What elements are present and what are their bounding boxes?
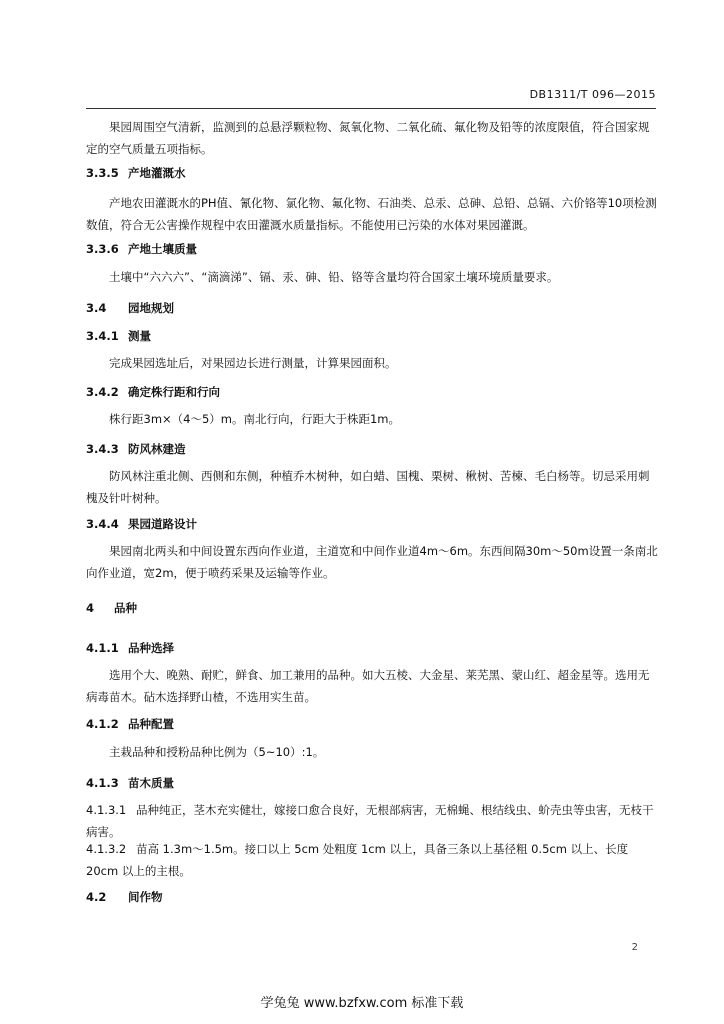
heading-4 xyxy=(86,597,658,619)
clause-number: 4.1.3.2 xyxy=(86,842,127,856)
heading-4-1-2 xyxy=(86,713,658,735)
heading-number: 4 xyxy=(86,601,95,615)
heading-title: 防风林建造 xyxy=(128,442,186,456)
heading-number: 3.4.2 xyxy=(86,385,119,399)
heading-title: 产地灌溉水 xyxy=(128,166,186,180)
heading-number: 3.4.1 xyxy=(86,329,119,343)
heading-title: 品种配置 xyxy=(128,717,174,731)
heading-number: 4.2 xyxy=(86,890,107,904)
heading-4-2 xyxy=(86,886,658,908)
clause-4-1-3-2 xyxy=(86,838,658,882)
paragraph-variety-selection: 选用个大、晚熟、耐贮，鲜食、加工兼用的品种。如大五棱、大金星、莱芜黑、蒙山红、超金星等。选用无病毒苗木。砧木选择野山楂，不选用实生苗。 xyxy=(86,668,650,704)
heading-title: 品种选择 xyxy=(128,641,174,655)
heading-title: 间作物 xyxy=(128,890,163,904)
heading-title: 果园道路设计 xyxy=(128,517,197,531)
heading-3-4-3 xyxy=(86,438,658,460)
clause-text: 品种纯正，茎木充实健壮，嫁接口愈合良好，无根部病害，无棉蝇、根结线虫、蚧壳虫等虫害，无枝干病害。 xyxy=(86,803,654,839)
heading-number: 3.4.4 xyxy=(86,517,119,531)
page-number: 2 xyxy=(631,942,638,953)
heading-number: 3.4 xyxy=(86,301,107,315)
heading-number: 4.1.2 xyxy=(86,717,119,731)
header-divider xyxy=(86,108,656,109)
heading-3-4 xyxy=(86,297,658,319)
paragraph-soil-quality: 土壤中“六六六”、“滴滴涕”、镉、汞、砷、铅、铬等含量均符合国家土壤环境质量要求。 xyxy=(109,270,559,284)
heading-title: 园地规划 xyxy=(128,301,174,315)
heading-title: 苗木质量 xyxy=(128,776,174,790)
heading-number: 4.1.3 xyxy=(86,776,119,790)
paragraph-air-quality: 果园周围空气清新，监测到的总悬浮颗粒物、氮氧化物、二氧化硫、氟化物及铅等的浓度限值，符合国家规定的空气质量五项指标。 xyxy=(86,120,650,156)
site-footer-watermark: 学兔兔 www.bzfxw.com 标准下载 xyxy=(260,996,464,1011)
heading-title: 品种 xyxy=(114,601,137,615)
heading-title: 产地土壤质量 xyxy=(128,242,197,256)
document-id-header: DB1311/T 096—2015 xyxy=(529,88,656,101)
paragraph-irrigation-water: 产地农田灌溉水的PH值、氰化物、氯化物、氟化物、石油类、总汞、总砷、总铅、总镉、六价铬等10项检测数值，符合无公害操作规程中农田灌溉水质量指标。不能使用已污染的水体对果园灌溉。 xyxy=(86,196,657,232)
paragraph-survey: 完成果园选址后，对果园边长进行测量，计算果园面积。 xyxy=(109,356,397,370)
heading-title: 确定株行距和行向 xyxy=(128,385,220,399)
heading-number: 3.4.3 xyxy=(86,442,119,456)
heading-3-4-4 xyxy=(86,513,658,535)
heading-3-3-6 xyxy=(86,238,658,260)
heading-3-3-5 xyxy=(86,162,658,184)
clause-4-1-3-1 xyxy=(86,799,658,843)
paragraph-road-design: 果园南北两头和中间设置东西向作业道，主道宽和中间作业道4m～6m。东西间隔30m～50m设置一条南北向作业道，宽2m，便于喷药采果及运输等作业。 xyxy=(86,544,658,580)
clause-number: 4.1.3.1 xyxy=(86,803,127,817)
heading-3-4-2 xyxy=(86,381,658,403)
paragraph-row-spacing: 株行距3m×（4～5）m。南北行向，行距大于株距1m。 xyxy=(109,412,401,426)
heading-4-1-3 xyxy=(86,772,658,794)
heading-number: 4.1.1 xyxy=(86,641,119,655)
paragraph-windbreak: 防风林注重北侧、西侧和东侧，种植乔木树种，如白蜡、国槐、栗树、楸树、苦楝、毛白杨等。切忌采用刺槐及针叶树种。 xyxy=(86,469,650,505)
heading-4-1-1 xyxy=(86,637,658,659)
clause-text: 苗高 1.3m～1.5m。接口以上 5cm 处粗度 1cm 以上，具备三条以上基径粗 0.5cm 以上、长度 20cm 以上的主根。 xyxy=(86,842,629,878)
heading-number: 3.3.6 xyxy=(86,242,119,256)
heading-title: 测量 xyxy=(128,329,151,343)
heading-number: 3.3.5 xyxy=(86,166,119,180)
paragraph-variety-ratio: 主栽品种和授粉品种比例为（5~10）:1。 xyxy=(109,745,325,759)
heading-3-4-1 xyxy=(86,325,658,347)
